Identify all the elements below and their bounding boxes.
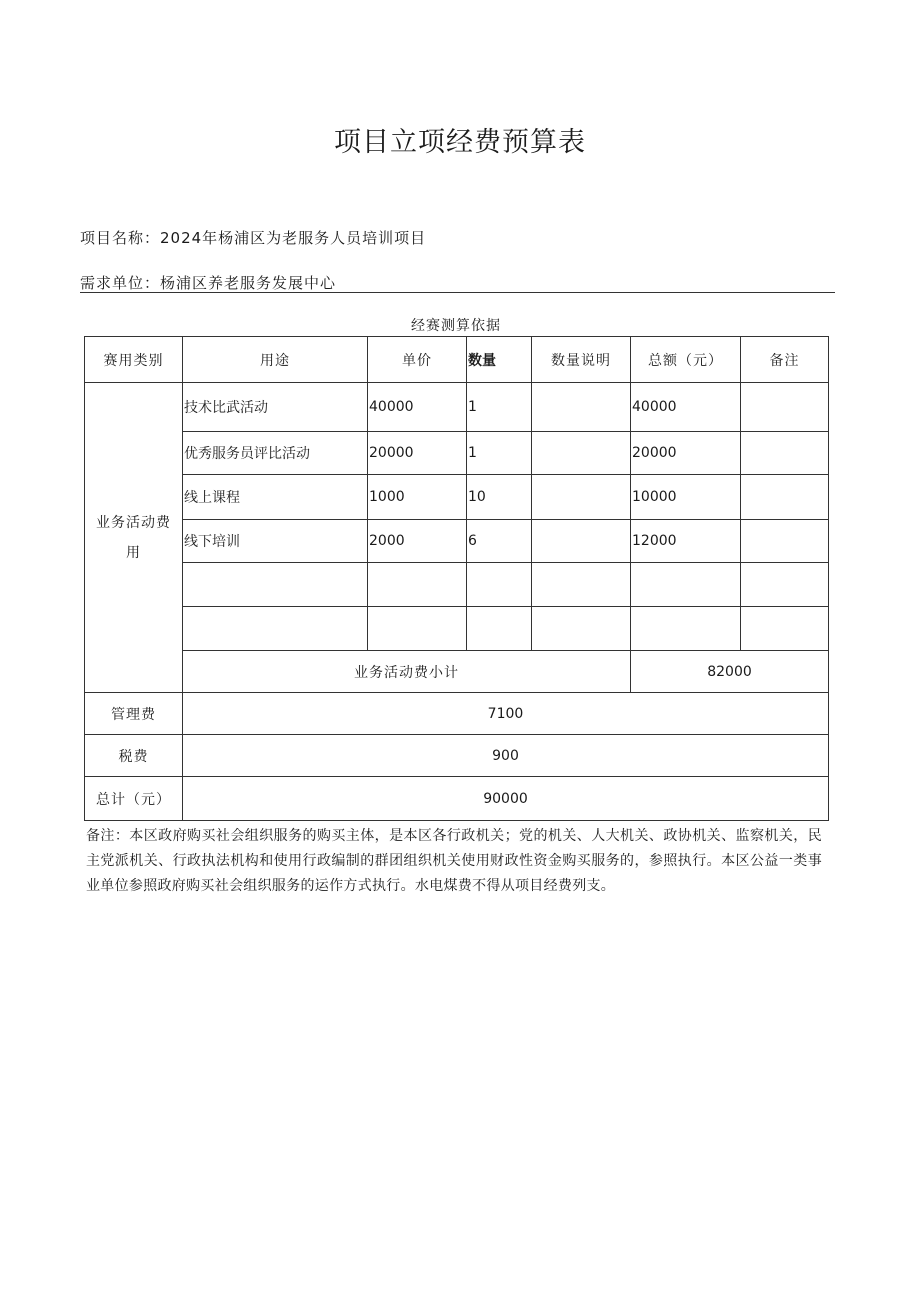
- header-unit-price: 单价: [368, 337, 467, 383]
- row-remark: [741, 383, 829, 432]
- row-unit-price: [368, 563, 467, 607]
- row-qty-note: [532, 563, 631, 607]
- header-category: 赛用类别: [85, 337, 183, 383]
- row-remark: [741, 607, 829, 651]
- row-total: 20000: [631, 432, 741, 475]
- row-usage: 线上课程: [183, 475, 368, 520]
- table-caption: 经赛测算依据: [411, 318, 501, 334]
- row-usage: 线下培训: [183, 520, 368, 563]
- row-unit-price: 40000: [368, 383, 467, 432]
- management-row: [85, 693, 829, 735]
- row-quantity: 1: [467, 383, 532, 432]
- row-quantity: [467, 563, 532, 607]
- row-total: 12000: [631, 520, 741, 563]
- tax-row: [85, 735, 829, 777]
- table-row: [85, 563, 829, 607]
- row-total: 40000: [631, 383, 741, 432]
- header-rule: [80, 292, 835, 293]
- management-label: 管理费: [85, 693, 183, 735]
- row-unit-price: 2000: [368, 520, 467, 563]
- footnote: 备注：本区政府购买社会组织服务的购买主体，是本区各行政机关；党的机关、人大机关、政协机关、监察机关，民主党派机关、行政执法机构和使用行政编制的群团组织机关使用财政性资金购买服务的，参照执行。本区公益一类事业单位参照政府购买社会组织服务的运作方式执行。水电煤费不得从项目经费列支。: [86, 828, 822, 894]
- project-name: 项目名称：2024年杨浦区为老服务人员培训项目: [80, 229, 427, 247]
- row-qty-note: [532, 383, 631, 432]
- grand-total-row: [85, 777, 829, 821]
- subtotal-value: 82000: [631, 651, 829, 693]
- row-qty-note: [532, 432, 631, 475]
- table-row: [85, 520, 829, 563]
- budget-table: [84, 336, 829, 821]
- row-qty-note: [532, 607, 631, 651]
- business-category-cell: 业务活动费用: [85, 383, 183, 693]
- tax-value: 900: [183, 735, 829, 777]
- row-unit-price: 20000: [368, 432, 467, 475]
- demand-unit: 需求单位：杨浦区养老服务发展中心: [80, 274, 337, 292]
- header-remark: 备注: [741, 337, 829, 383]
- header-usage: 用途: [183, 337, 368, 383]
- row-unit-price: [368, 607, 467, 651]
- row-remark: [741, 520, 829, 563]
- header-quantity: 数量: [467, 337, 532, 383]
- header-total: 总额（元）: [631, 337, 741, 383]
- row-quantity: [467, 607, 532, 651]
- header-qty-note: 数量说明: [532, 337, 631, 383]
- row-usage: [183, 607, 368, 651]
- row-quantity: 1: [467, 432, 532, 475]
- row-usage: 技术比武活动: [183, 383, 368, 432]
- row-quantity: 6: [467, 520, 532, 563]
- table-row: [85, 607, 829, 651]
- subtotal-row: [85, 651, 829, 693]
- row-usage: 优秀服务员评比活动: [183, 432, 368, 475]
- subtotal-label: 业务活动费小计: [183, 651, 631, 693]
- row-qty-note: [532, 475, 631, 520]
- management-value: 7100: [183, 693, 829, 735]
- row-quantity: 10: [467, 475, 532, 520]
- table-row: [85, 432, 829, 475]
- table-row: [85, 383, 829, 432]
- row-remark: [741, 475, 829, 520]
- page-title: 项目立项经费预算表: [334, 127, 586, 158]
- row-usage: [183, 563, 368, 607]
- row-unit-price: 1000: [368, 475, 467, 520]
- tax-label: 税费: [85, 735, 183, 777]
- row-remark: [741, 432, 829, 475]
- header-row: [85, 337, 829, 383]
- row-remark: [741, 563, 829, 607]
- grand-total-value: 90000: [183, 777, 829, 821]
- grand-total-label: 总计（元）: [85, 777, 183, 821]
- row-total: [631, 607, 741, 651]
- table-row: [85, 475, 829, 520]
- row-qty-note: [532, 520, 631, 563]
- row-total: [631, 563, 741, 607]
- row-total: 10000: [631, 475, 741, 520]
